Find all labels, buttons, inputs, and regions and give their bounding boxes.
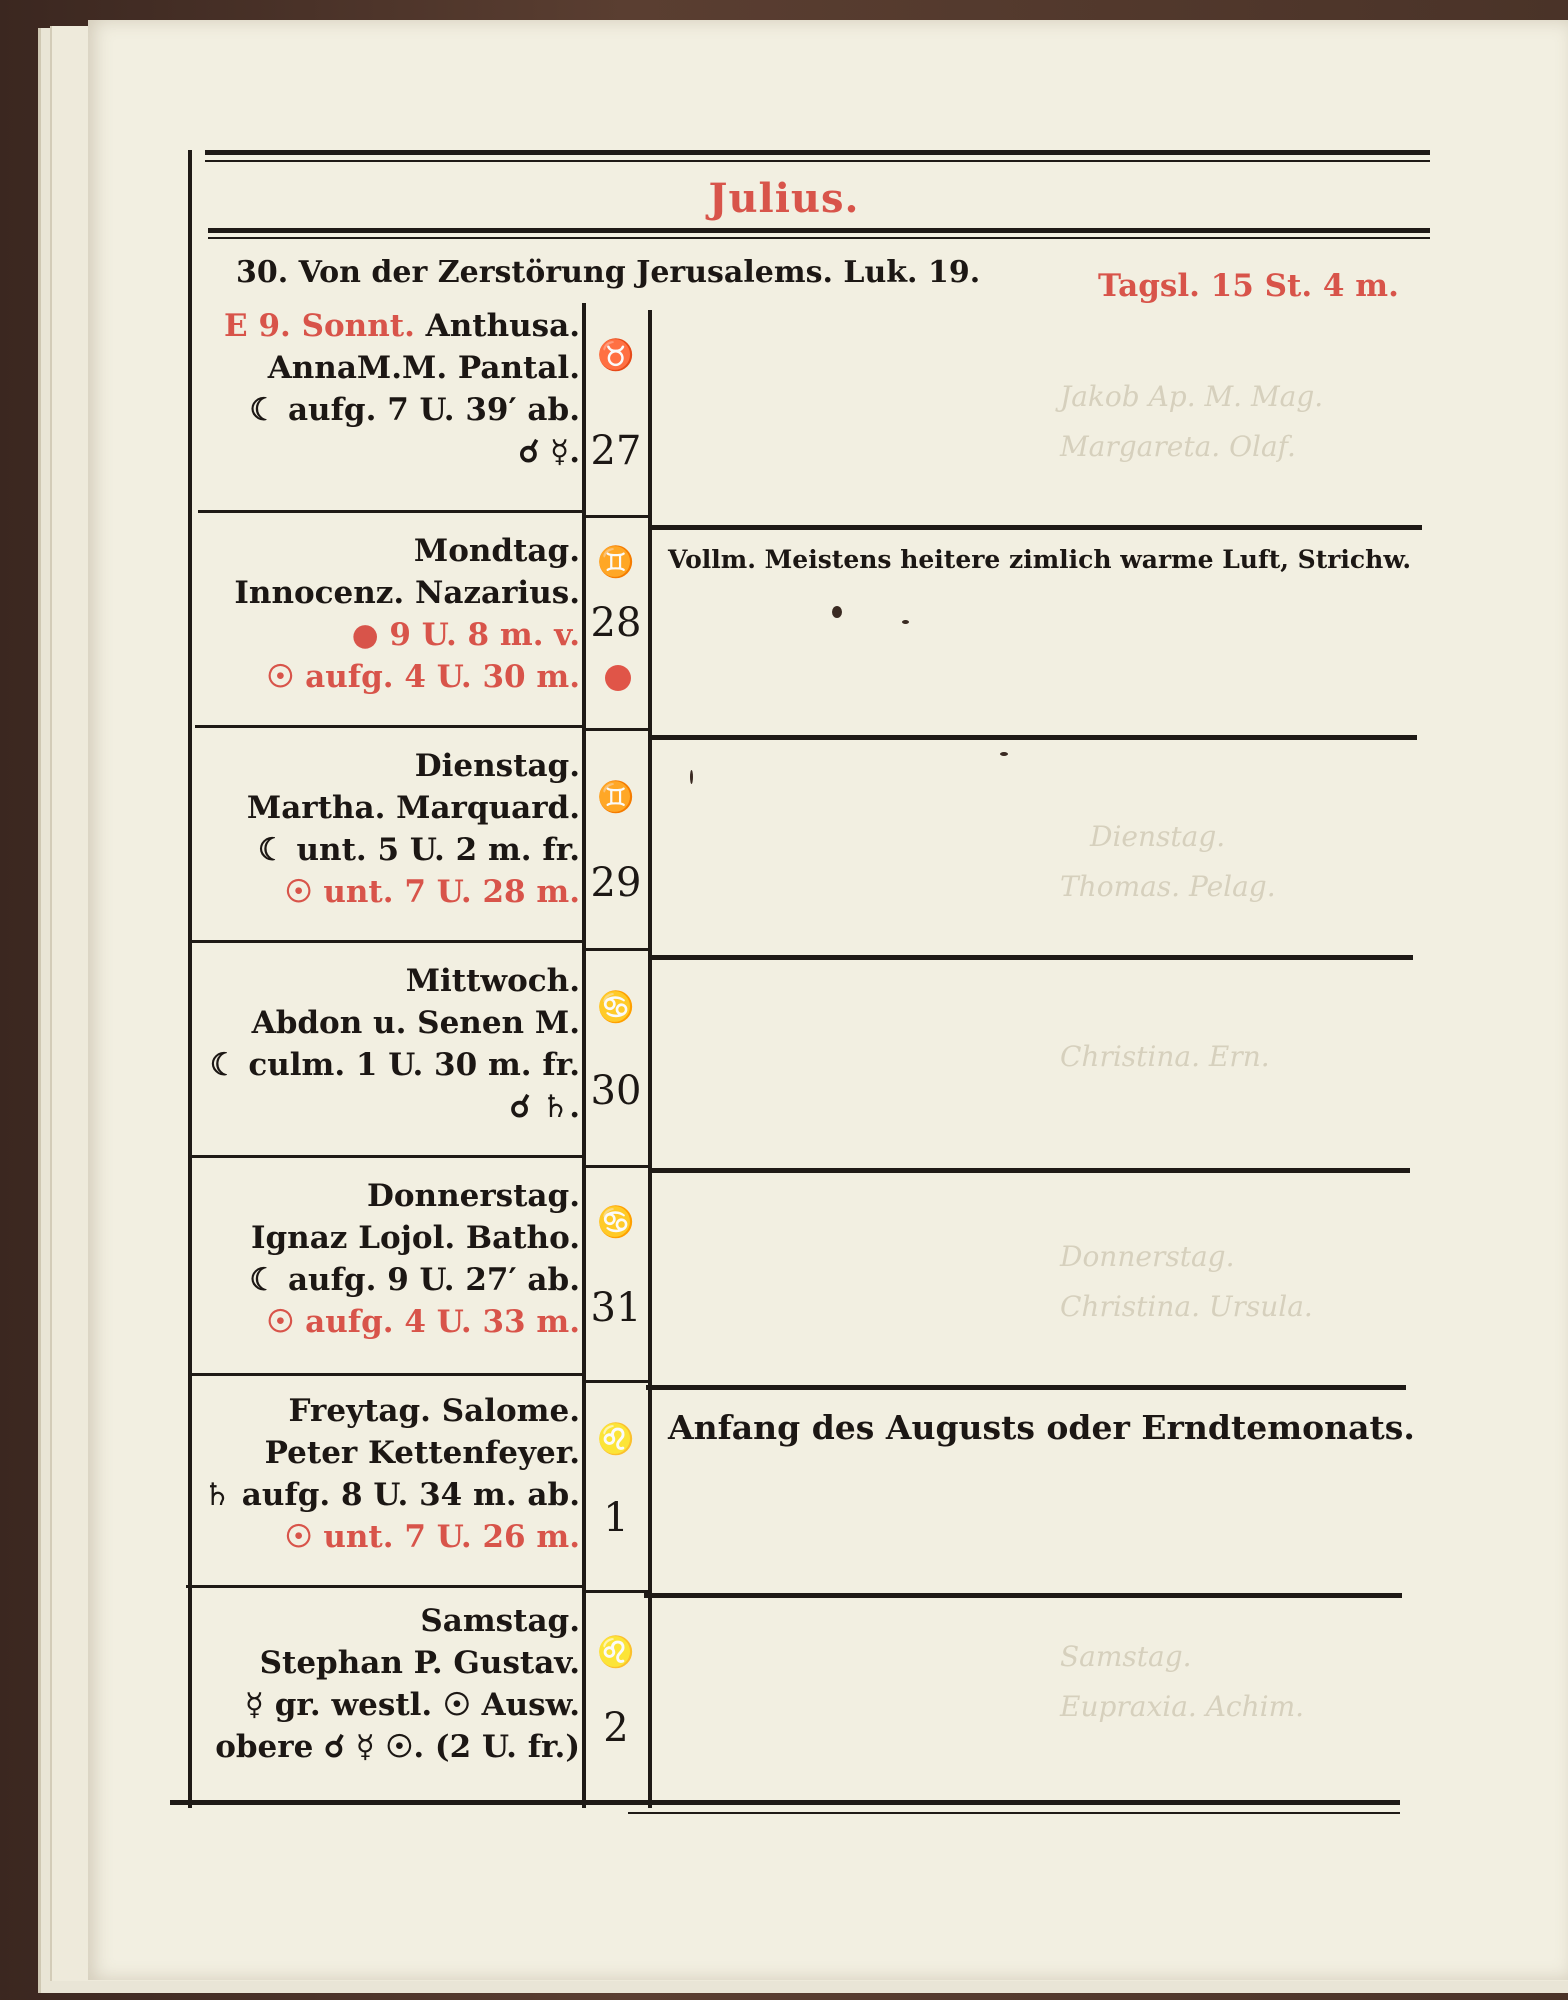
day-entry-sunday (180, 305, 580, 473)
date-number: 28 (590, 600, 642, 646)
notes-divider (652, 525, 1422, 530)
notes-divider (648, 1168, 1410, 1173)
bottom-rule-2 (628, 1812, 1400, 1814)
ink-speck (902, 620, 909, 624)
row-divider (188, 1373, 582, 1376)
cancer-icon: ♋ (597, 990, 635, 1025)
day-entry-tuesday (180, 745, 580, 913)
day-label: Dienstag. (414, 748, 580, 784)
top-rule-2 (205, 160, 1430, 162)
num-divider (586, 728, 648, 731)
saint-name: Anthusa. (425, 308, 580, 344)
bottom-rule (170, 1800, 1400, 1805)
notes-divider (652, 735, 1417, 740)
moon-culmination: ☾ culm. 1 U. 30 m. fr. (209, 1047, 580, 1083)
notes-divider (646, 1385, 1406, 1390)
notes-divider (648, 955, 1413, 960)
saint-names: Ignaz Lojol. Batho. (251, 1220, 580, 1256)
row-divider (190, 1155, 582, 1158)
day-entry-thursday (180, 1175, 580, 1343)
moon-rise: ☾ aufg. 9 U. 27′ ab. (249, 1262, 580, 1298)
conjunction: ☌ ☿. (518, 434, 580, 470)
top-rule (205, 150, 1430, 155)
date-number: 29 (590, 860, 642, 906)
day-label: Donnerstag. (366, 1178, 580, 1214)
saint-names: Martha. Marquard. (246, 790, 580, 826)
date-number: 2 (603, 1705, 629, 1751)
moon-rise: ☾ aufg. 7 U. 39′ ab. (249, 392, 580, 428)
date-number: 27 (590, 428, 642, 474)
row-divider (192, 940, 582, 943)
notes-divider (644, 1593, 1402, 1598)
sunset: ☉ unt. 7 U. 28 m. (284, 874, 580, 910)
saint-names: Stephan P. Gustav. (259, 1645, 580, 1681)
date-number: 30 (590, 1068, 642, 1114)
date-number: 31 (590, 1285, 642, 1331)
number-column-divider (648, 310, 652, 1808)
cancer-icon: ♋ (597, 1205, 635, 1240)
day-entry-monday (180, 530, 580, 698)
num-divider (586, 1590, 648, 1593)
row-divider (186, 1585, 582, 1588)
gemini-icon: ♊ (597, 780, 635, 815)
num-divider (586, 948, 648, 951)
day-length: Tagsl. 15 St. 4 m. (1098, 268, 1399, 304)
saturn-rise: ♄ aufg. 8 U. 34 m. ab. (203, 1477, 580, 1513)
gospel-reading: 30. Von der Zerstörung Jerusalems. Luk. 19. (236, 255, 981, 290)
day-label: Samstag. (420, 1603, 580, 1639)
saint-names: Abdon u. Senen M. (251, 1005, 580, 1041)
moon-set: ☾ unt. 5 U. 2 m. fr. (257, 832, 580, 868)
row-divider (198, 510, 582, 513)
day-entry-wednesday (180, 960, 580, 1128)
sunrise: ☉ aufg. 4 U. 33 m. (266, 1304, 580, 1340)
saint-names: Innocenz. Nazarius. (234, 575, 580, 611)
num-divider (586, 1380, 648, 1383)
name-column-divider (582, 303, 586, 1808)
num-divider (586, 515, 648, 518)
row-divider (195, 725, 582, 728)
day-entry-saturday (180, 1600, 580, 1768)
full-moon-time: ● 9 U. 8 m. v. (351, 617, 580, 653)
day-label: Mittwoch. (405, 963, 580, 999)
title-bottom-rule (208, 228, 1430, 233)
ink-speck (1000, 752, 1008, 756)
saint-names: AnnaM.M. Pantal. (267, 350, 580, 386)
day-label: Freytag. Salome. (288, 1393, 580, 1429)
ink-speck (690, 770, 693, 784)
sunrise: ☉ aufg. 4 U. 30 m. (266, 659, 580, 695)
weather-note: Vollm. Meistens heitere zimlich warme Luft, Strichw. (668, 545, 1412, 574)
day-label: Mondtag. (413, 533, 580, 569)
full-moon-icon (605, 665, 631, 691)
day-label: E 9. Sonnt. (224, 308, 415, 344)
ink-speck (832, 606, 842, 618)
date-number: 1 (603, 1495, 629, 1541)
gemini-icon: ♊ (597, 545, 635, 580)
mercury-conjunction: obere ☌ ☿ ☉. (2 U. fr.) (215, 1729, 580, 1765)
august-note: Anfang des Augusts oder Erndtemonats. (668, 1408, 1415, 1447)
num-divider (586, 1165, 648, 1168)
title-bottom-rule-2 (208, 237, 1430, 239)
conjunction: ☌ ♄. (509, 1089, 580, 1125)
saint-names: Peter Kettenfeyer. (264, 1435, 580, 1471)
month-title: Julius. (708, 175, 860, 222)
leo-icon: ♌ (597, 1422, 635, 1457)
mercury-elongation: ☿ gr. westl. ☉ Ausw. (244, 1687, 580, 1723)
taurus-icon: ♉ (597, 338, 635, 373)
sunset: ☉ unt. 7 U. 26 m. (284, 1519, 580, 1555)
leo-icon: ♌ (597, 1635, 635, 1670)
day-entry-friday (180, 1390, 580, 1558)
